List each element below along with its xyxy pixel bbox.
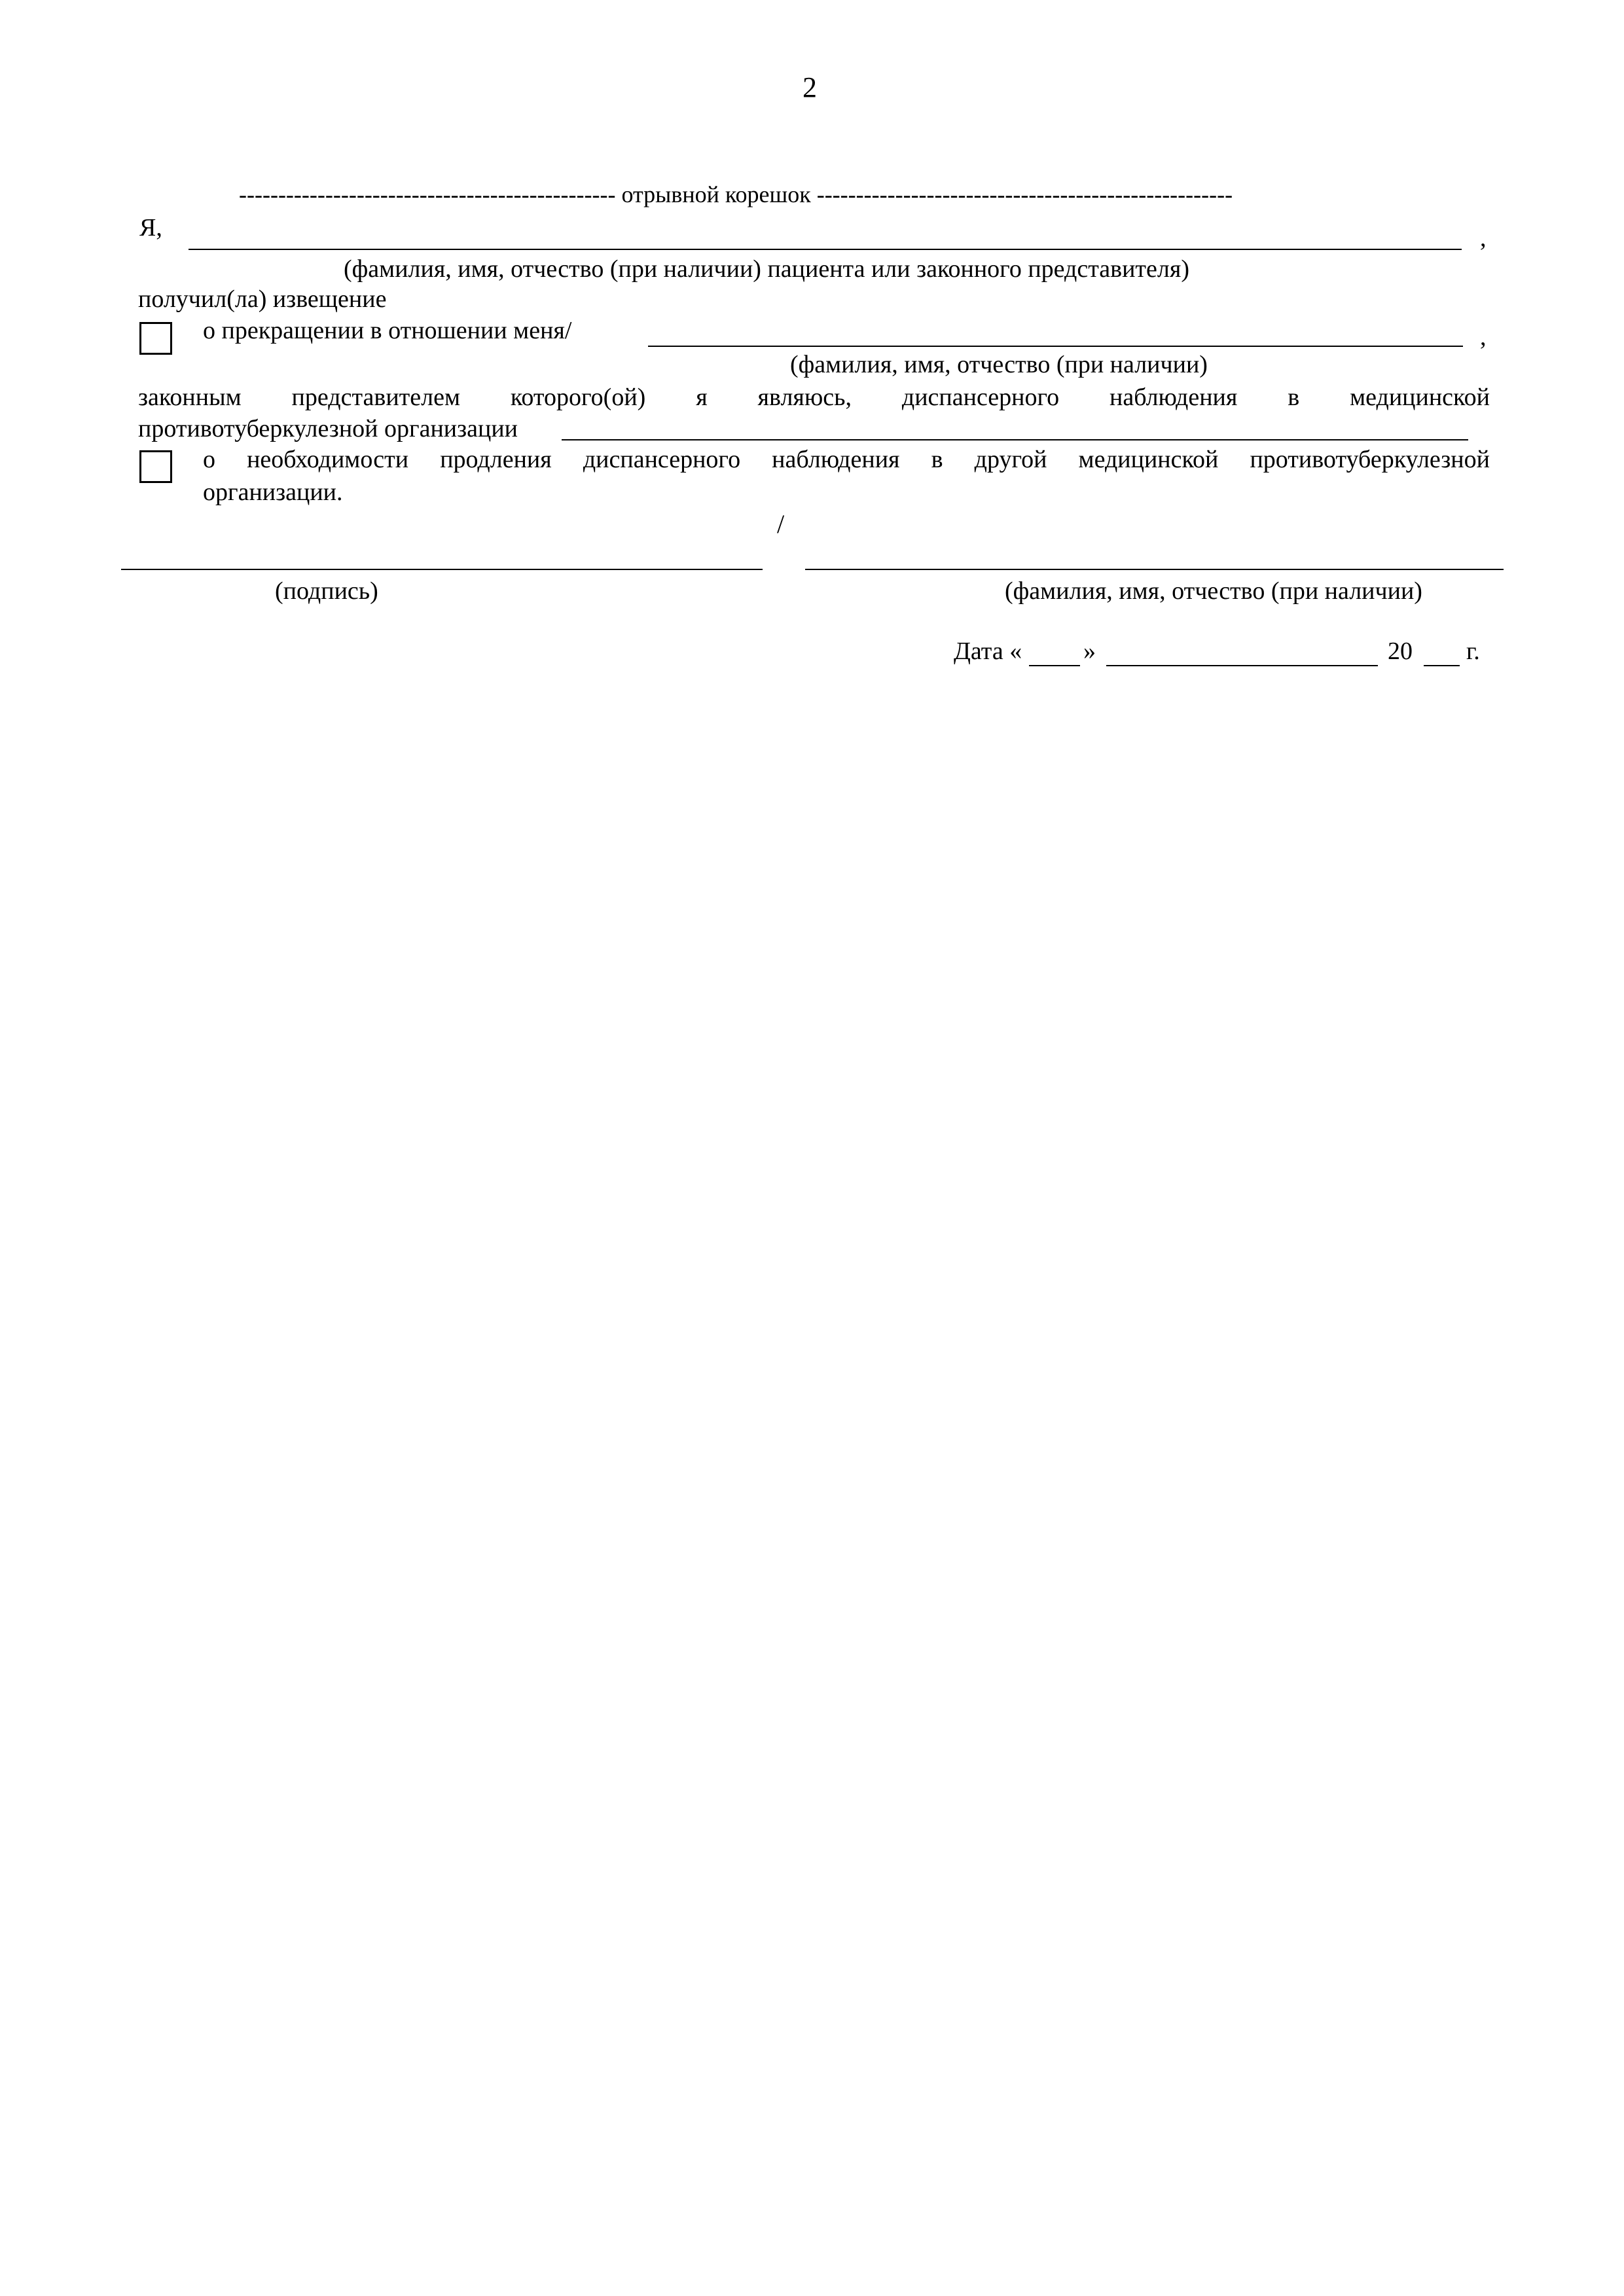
i-label: Я,	[139, 214, 162, 242]
page-number: 2	[803, 71, 817, 103]
signer-name-caption: (фамилия, имя, отчество (при наличии)	[1005, 577, 1422, 605]
date-year-field[interactable]	[1424, 665, 1460, 666]
extension-word: противотуберкулезной	[1250, 446, 1490, 473]
comma-2: ,	[1480, 323, 1487, 351]
organization-label: противотуберкулезной организации	[138, 415, 518, 442]
line3-word: представителем	[291, 384, 461, 411]
extension-word: в	[931, 446, 943, 473]
extension-word: медицинской	[1078, 446, 1219, 473]
line3-word: медицинской	[1350, 384, 1490, 411]
organization-field[interactable]	[562, 439, 1468, 440]
date-close-quote: »	[1083, 637, 1096, 665]
extension-label-line1	[203, 447, 1490, 472]
line3-word: являюсь,	[757, 384, 852, 411]
extension-word: необходимости	[247, 446, 409, 473]
received-notice-label: получил(ла) извещение	[138, 285, 387, 313]
extension-word: продления	[440, 446, 552, 473]
represented-name-caption: (фамилия, имя, отчество (при наличии)	[790, 351, 1208, 378]
line3-word: которого(ой)	[510, 384, 646, 411]
date-year-suffix: г.	[1466, 637, 1480, 665]
slash-separator: /	[777, 509, 785, 539]
date-year-prefix: 20	[1388, 637, 1413, 665]
line3-word: наблюдения	[1110, 384, 1238, 411]
signature-caption: (подпись)	[275, 577, 378, 605]
line3-word: законным	[138, 384, 242, 411]
patient-name-field[interactable]	[189, 249, 1462, 250]
line3-word: в	[1288, 384, 1300, 411]
termination-label: о прекращении в отношении меня/	[203, 317, 572, 344]
date-label: Дата «	[954, 637, 1022, 665]
signature-field[interactable]	[121, 569, 763, 570]
line3-word: я	[696, 384, 708, 411]
comma-1: ,	[1480, 224, 1487, 252]
extension-word: наблюдения	[772, 446, 900, 473]
date-day-field[interactable]	[1029, 665, 1080, 666]
date-month-field[interactable]	[1106, 665, 1378, 666]
extension-label-line2: организации.	[203, 478, 343, 506]
represented-name-field[interactable]	[648, 346, 1463, 347]
extension-checkbox[interactable]	[139, 450, 172, 483]
tear-off-header: ------------------------------------------------ отрывной корешок -----------------------------------------------------	[239, 181, 1233, 207]
extension-word: о	[203, 446, 215, 473]
termination-checkbox[interactable]	[139, 322, 172, 355]
signer-name-field[interactable]	[805, 569, 1504, 570]
extension-word: диспансерного	[583, 446, 741, 473]
extension-word: другой	[974, 446, 1047, 473]
legal-representative-line	[138, 385, 1490, 410]
line3-word: диспансерного	[901, 384, 1060, 411]
patient-name-caption: (фамилия, имя, отчество (при наличии) пациента или законного представителя)	[344, 255, 1189, 283]
